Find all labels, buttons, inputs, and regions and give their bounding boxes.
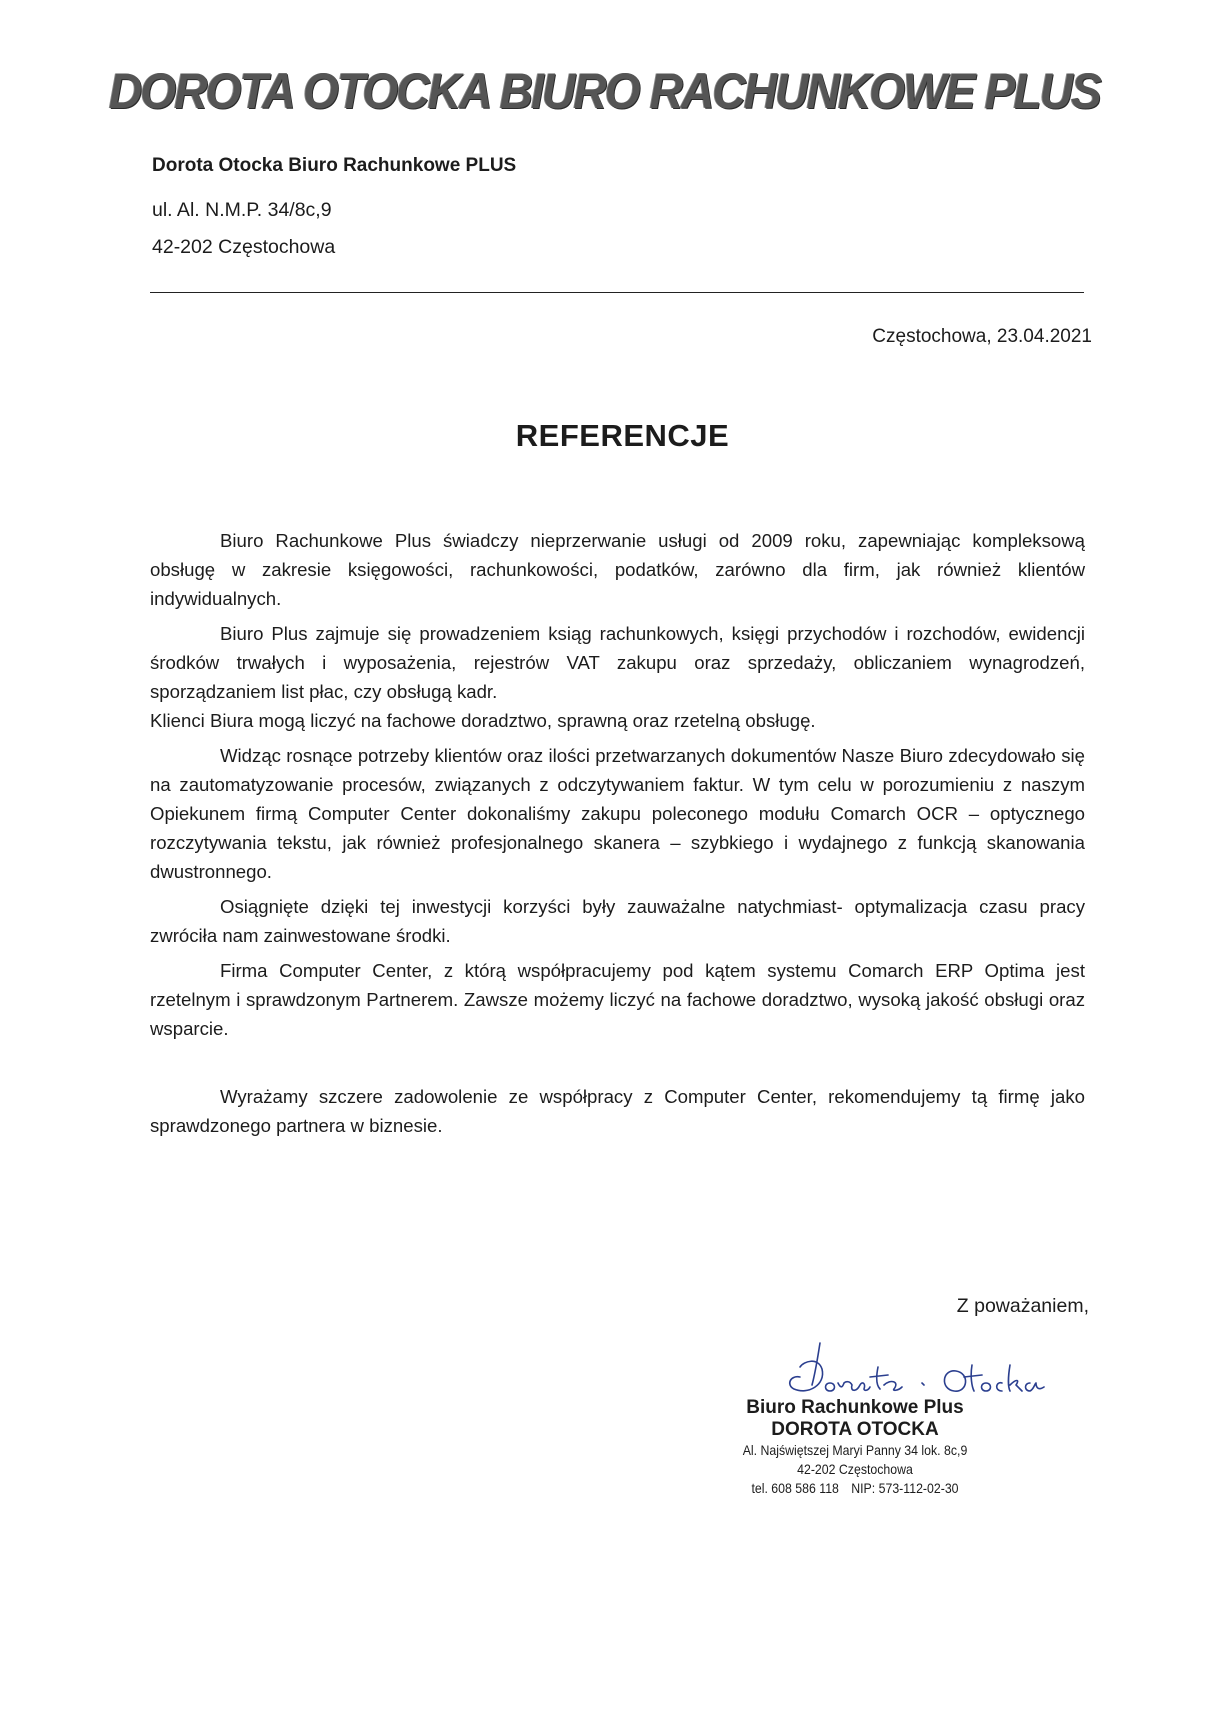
handwritten-signature (760, 1325, 1060, 1405)
letter-body (150, 526, 1085, 1140)
closing-regards: Z poważaniem, (956, 1295, 1089, 1317)
paragraph-2: Biuro Plus zajmuje się prowadzeniem ksiąg rachunkowych, księgi przychodów i rozchodów, ewidencji środków trwałych i wyposażenia, rejestrów VAT zakupu oraz sprzedaży, obliczaniem wynagrodzeń, sporządzaniem list płac, czy obsługą kadr. (150, 623, 1085, 702)
document-title: REFERENCJE (515, 418, 730, 453)
header-divider (150, 292, 1084, 293)
stamp-city: 42-202 Częstochowa (797, 1461, 913, 1477)
letter-date: Częstochowa, 23.04.2021 (872, 326, 1092, 347)
stamp-person: DOROTA OTOCKA (771, 1419, 939, 1440)
stamp-company: Biuro Rachunkowe Plus (746, 1397, 964, 1418)
stamp-phone: tel. 608 586 118 (751, 1480, 839, 1496)
paragraph-1: Biuro Rachunkowe Plus świadczy nieprzerwanie usługi od 2009 roku, zapewniając kompleksową obsługę w zakresie księgowości, rachunkowości, podatków, zarówno dla firm, jak również klientów indywidualnych. (150, 530, 1085, 609)
stamp-address: Al. Najświętszej Maryi Panny 34 lok. 8c,9 (742, 1442, 968, 1458)
sender-city: 42-202 Częstochowa (152, 235, 336, 258)
paragraph-4: Widząc rosnące potrzeby klientów oraz ilości przetwarzanych dokumentów Nasze Biuro zdecydowało się na zautomatyzowanie procesów, związanych z odczytywaniem faktur. W tym celu w porozumieniu z naszym Opiekunem firmą Computer Center dokonaliśmy zakupu poleconego modułu Comarch OCR – optycznego rozczytywania tekstu, jak również profesjonalnego skanera – szybkiego i wydajnego z funkcją skanowania dwustronnego. (150, 745, 1085, 882)
company-stamp (700, 1397, 1010, 1498)
sender-block (152, 153, 516, 266)
sender-name: Dorota Otocka Biuro Rachunkowe PLUS (152, 155, 517, 176)
signature-area (700, 1295, 1100, 1595)
paragraph-7: Wyrażamy szczere zadowolenie ze współpracy z Computer Center, rekomendujemy tą firmę jako sprawdzonego partnera w biznesie. (150, 1086, 1085, 1136)
sender-street: ul. Al. N.M.P. 34/8c,9 (152, 198, 332, 221)
stamp-nip: NIP: 573-112-02-30 (851, 1480, 959, 1496)
paragraph-5: Osiągnięte dzięki tej inwestycji korzyści były zauważalne natychmiast- optymalizacja czasu pracy zwróciła nam zainwestowane środki. (150, 896, 1085, 946)
paragraph-3: Klienci Biura mogą liczyć na fachowe doradztwo, sprawną oraz rzetelną obsługę. (150, 710, 816, 731)
paragraph-6: Firma Computer Center, z którą współpracujemy pod kątem systemu Comarch ERP Optima jest rzetelnym i sprawdzonym Partnerem. Zawsze możemy liczyć na fachowe doradztwo, wysoką jakość obsługi oraz wsparcie. (150, 960, 1085, 1039)
stamp-contact (719, 1479, 992, 1498)
letterhead-logo: DOROTA OTOCKA BIURO RACHUNKOWE PLUS (108, 63, 1100, 119)
